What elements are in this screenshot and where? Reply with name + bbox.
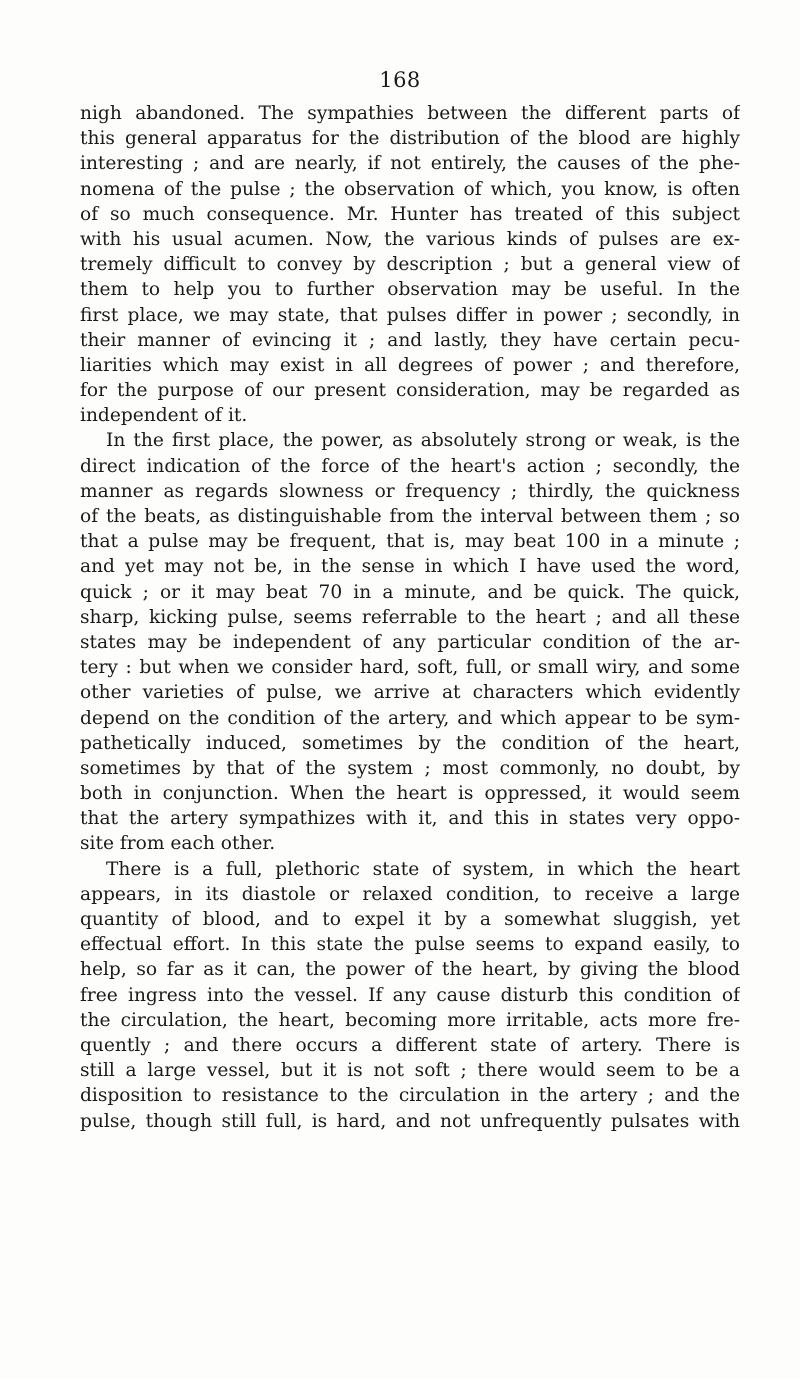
text-line: quick ; or it may beat 70 in a minute, and be quick. The quick, [80, 581, 740, 603]
page-number: 168 [379, 68, 421, 92]
text-line: first place, we may state, that pulses differ in power ; secondly, in [80, 304, 740, 326]
text-line: In the first place, the power, as absolutely strong or weak, is the [106, 430, 740, 452]
paragraph [80, 101, 740, 428]
text-line: interesting ; and are nearly, if not entirely, the causes of the phe- [80, 153, 740, 175]
text-line: with his usual acumen. Now, the various kinds of pulses are ex- [80, 228, 740, 250]
text-line: nomena of the pulse ; the observation of which, you know, is often [80, 178, 740, 200]
text-line: liarities which may exist in all degrees of power ; and therefore, [80, 354, 740, 376]
text-line: free ingress into the vessel. If any cause disturb this condition of [80, 984, 740, 1006]
text-line: states may be independent of any particular condition of the ar- [80, 631, 740, 653]
text-line: other varieties of pulse, we arrive at characters which evidently [80, 682, 740, 704]
text-line: depend on the condition of the artery, and which appear to be sym- [80, 707, 740, 729]
text-line: quantity of blood, and to expel it by a somewhat sluggish, yet [80, 909, 740, 930]
text-line: both in conjunction. When the heart is oppressed, it would seem [80, 783, 740, 805]
text-line: and yet may not be, in the sense in which I have used the word, [80, 556, 740, 578]
text-line: sometimes by that of the system ; most commonly, no doubt, by [80, 757, 740, 779]
text-line: them to help you to further observation may be useful. In the [80, 279, 740, 301]
body-text [80, 101, 740, 1134]
text-line: for the purpose of our present consideration, may be regarded as [80, 380, 740, 402]
paragraph [80, 428, 740, 856]
text-line: quently ; and there occurs a different state of artery. There is [80, 1034, 740, 1056]
text-line: There is a full, plethoric state of system, in which the heart [106, 858, 740, 880]
text-line: disposition to resistance to the circulation in the artery ; and the [80, 1085, 740, 1107]
text-line: pulse, though still full, is hard, and not unfrequently pulsates with [80, 1110, 740, 1132]
text-line: appears, in its diastole or relaxed condition, to receive a large [80, 883, 740, 905]
paragraph [80, 857, 740, 1134]
text-line: of so much consequence. Mr. Hunter has treated of this subject [80, 203, 740, 225]
text-line: that the artery sympathizes with it, and this in states very oppo- [80, 808, 740, 830]
text-line: tery : but when we consider hard, soft, full, or small wiry, and some [80, 657, 740, 679]
text-line: still a large vessel, but it is not soft ; there would seem to be a [80, 1060, 740, 1082]
text-line: pathetically induced, sometimes by the condition of the heart, [80, 732, 740, 754]
text-line: site from each other. [80, 833, 276, 855]
text-line: this general apparatus for the distribution of the blood are highly [80, 128, 740, 150]
text-line: sharp, kicking pulse, seems referrable to the heart ; and all these [80, 606, 740, 628]
text-line: independent of it. [80, 405, 248, 427]
text-line: their manner of evincing it ; and lastly, they have certain pecu- [80, 329, 740, 351]
text-line: manner as regards slowness or frequency ; thirdly, the quickness [80, 480, 740, 502]
text-line: the circulation, the heart, becoming more irritable, acts more fre- [80, 1009, 740, 1031]
text-line: that a pulse may be frequent, that is, may beat 100 in a minute ; [80, 531, 740, 553]
text-line: effectual effort. In this state the pulse seems to expand easily, to [80, 934, 740, 956]
text-line: nigh abandoned. The sympathies between the different parts of [80, 103, 740, 124]
text-line: direct indication of the force of the heart's action ; secondly, the [80, 455, 740, 477]
text-line: tremely difficult to convey by description ; but a general view of [80, 254, 740, 276]
text-line: help, so far as it can, the power of the heart, by giving the blood [80, 959, 740, 981]
text-line: of the beats, as distinguishable from the interval between them ; so [80, 506, 740, 527]
